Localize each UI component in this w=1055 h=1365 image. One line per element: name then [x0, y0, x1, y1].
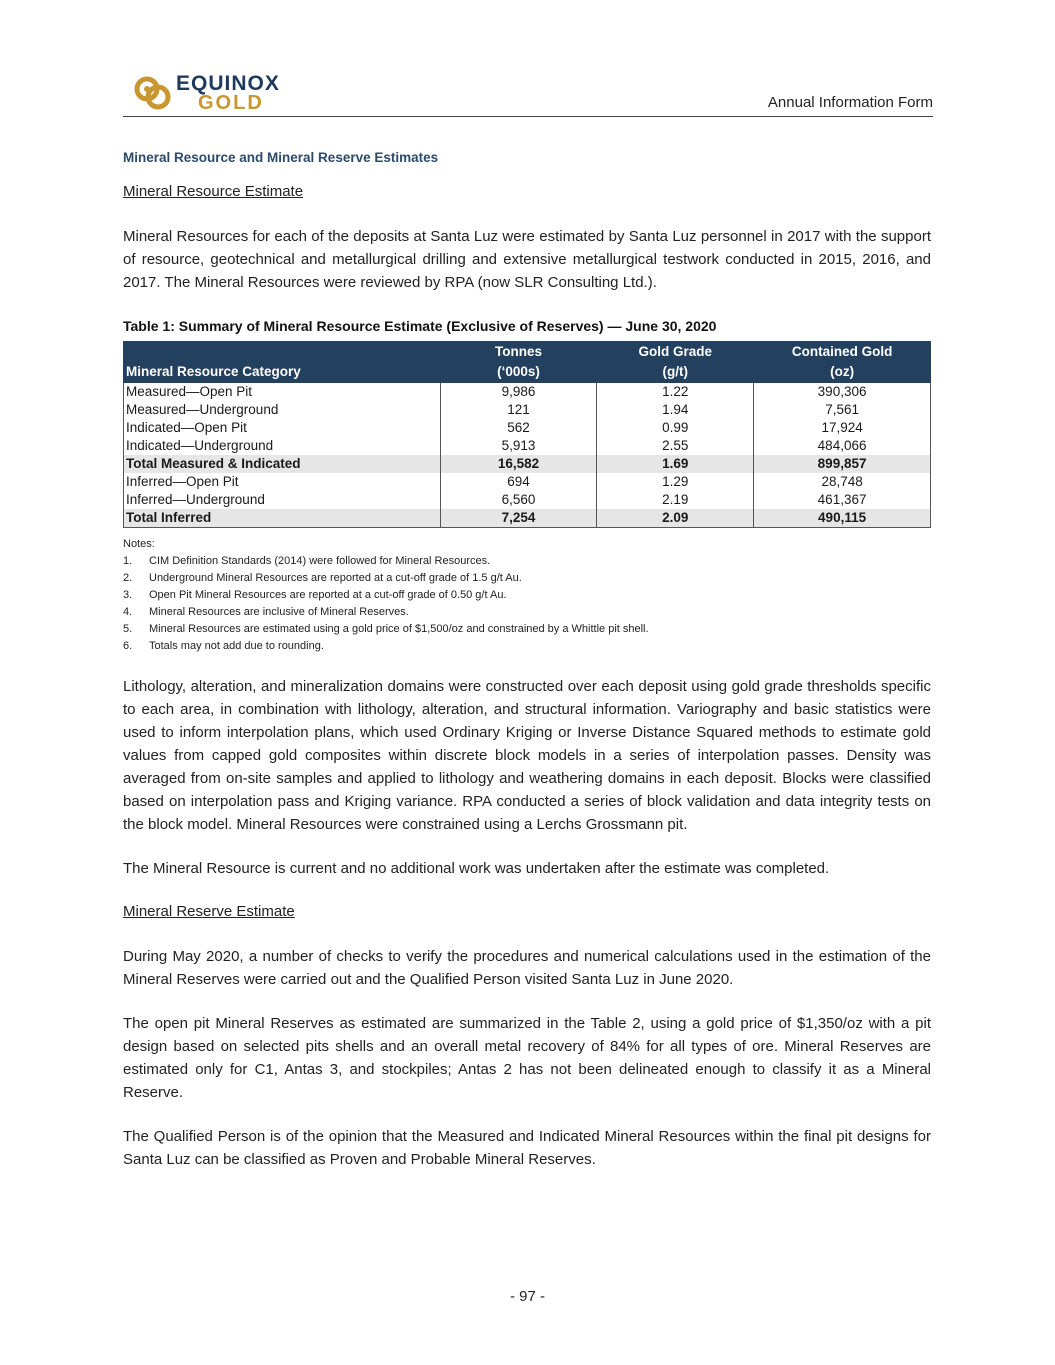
cell-tonnes: 7,254: [440, 509, 597, 528]
note-item: [123, 587, 649, 604]
table-row: [124, 383, 931, 402]
cell-grade: 1.69: [597, 455, 754, 473]
page-header: [123, 70, 933, 117]
cell-tonnes: 121: [440, 401, 597, 419]
header-contained-line2: (oz): [830, 364, 855, 379]
cell-contained: 899,857: [754, 455, 931, 473]
note-number: 4.: [123, 606, 133, 618]
note-number: 3.: [123, 589, 133, 601]
paragraph-reserve-open-pit: The open pit Mineral Reserves as estimated are summarized in the Table 2, using a gold price of $1,350/oz with a pit design based on selected pits shells and an overall metal recovery of 84% for all types of ore. Mineral Reserves are estimated only for C1, Antas 3, and stockpiles; Antas 2 has not been delineated enough to classify it as a Mineral Reserve.: [123, 1015, 931, 1101]
resource-subheading: Mineral Resource Estimate: [123, 183, 304, 200]
notes-label: Notes:: [123, 538, 155, 550]
cell-category: Indicated—Underground: [124, 437, 441, 455]
table-row: [124, 437, 931, 455]
note-number: 6.: [123, 640, 133, 652]
table-row: [124, 401, 931, 419]
document-title: Annual Information Form: [767, 94, 933, 111]
note-number: 1.: [123, 555, 133, 567]
cell-grade: 2.09: [597, 509, 754, 528]
note-text: Mineral Resources are inclusive of Mineral Reserves.: [149, 606, 409, 618]
cell-tonnes: 562: [440, 419, 597, 437]
table-row-total: [124, 455, 931, 473]
table-notes: [123, 536, 649, 655]
cell-contained: 28,748: [754, 473, 931, 491]
header-grade-line1: Gold Grade: [638, 344, 713, 359]
cell-category: Inferred—Open Pit: [124, 473, 441, 491]
paragraph-reserve-checks: During May 2020, a number of checks to verify the procedures and numerical calculations used in the estimation of the Mineral Reserves were carried out and the Qualified Person visited Santa Luz in June 2020.: [123, 948, 931, 988]
resource-table: [123, 341, 931, 528]
reserve-subheading: Mineral Reserve Estimate: [123, 903, 295, 920]
note-number: 2.: [123, 572, 133, 584]
cell-contained: 7,561: [754, 401, 931, 419]
header-tonnes-line1: Tonnes: [494, 344, 542, 359]
note-text: Mineral Resources are estimated using a gold price of $1,500/oz and constrained by a Whittle pit shell.: [149, 623, 649, 635]
note-text: Open Pit Mineral Resources are reported at a cut-off grade of 0.50 g/t Au.: [149, 589, 507, 601]
equinox-gold-logo: [132, 72, 302, 114]
note-text: Totals may not add due to rounding.: [149, 640, 324, 652]
cell-contained: 484,066: [754, 437, 931, 455]
note-item: [123, 621, 649, 638]
cell-contained: 490,115: [754, 509, 931, 528]
cell-tonnes: 5,913: [440, 437, 597, 455]
table-header-row: [124, 342, 931, 383]
header-tonnes-line2: (‘000s): [497, 364, 540, 379]
cell-category: Measured—Underground: [124, 401, 441, 419]
header-tonnes: [440, 342, 597, 383]
table-row: [124, 473, 931, 491]
header-contained-line1: Contained Gold: [791, 344, 893, 359]
cell-tonnes: 16,582: [440, 455, 597, 473]
cell-grade: 0.99: [597, 419, 754, 437]
note-item: [123, 553, 649, 570]
logo-word-equinox: EQUINOX: [176, 72, 280, 95]
table-row: [124, 491, 931, 509]
header-contained: [754, 342, 931, 383]
cell-category: Indicated—Open Pit: [124, 419, 441, 437]
note-number: 5.: [123, 623, 133, 635]
paragraph-current: The Mineral Resource is current and no additional work was undertaken after the estimate was completed.: [123, 860, 830, 877]
paragraph-resource-intro: Mineral Resources for each of the deposits at Santa Luz were estimated by Santa Luz personnel in 2017 with the support of resource, geotechnical and metallurgical drilling and extensive metallurgical testwork conducted in 2015, 2016, and 2017. The Mineral Resources were reviewed by RPA (now SLR Consulting Ltd.).: [123, 228, 931, 291]
cell-tonnes: 694: [440, 473, 597, 491]
header-grade: [597, 342, 754, 383]
cell-grade: 1.22: [597, 383, 754, 402]
cell-category: Total Measured & Indicated: [124, 455, 441, 473]
cell-grade: 1.29: [597, 473, 754, 491]
note-text: Underground Mineral Resources are reported at a cut-off grade of 1.5 g/t Au.: [149, 572, 522, 584]
note-text: CIM Definition Standards (2014) were followed for Mineral Resources.: [149, 555, 491, 567]
cell-category: Measured—Open Pit: [124, 383, 441, 402]
cell-tonnes: 6,560: [440, 491, 597, 509]
header-category: Mineral Resource Category: [124, 342, 441, 383]
cell-grade: 2.55: [597, 437, 754, 455]
logo-word-gold: GOLD: [198, 92, 264, 114]
table-row: [124, 419, 931, 437]
table-title: Table 1: Summary of Mineral Resource Estimate (Exclusive of Reserves) — June 30, 2020: [123, 318, 717, 334]
paragraph-domains: Lithology, alteration, and mineralization domains were constructed over each deposit using gold grade thresholds specific to each area, in combination with lithology, alteration, and structural information. Variography and basic statistics were used to inform interpolation plans, which used Ordinary Kriging or Inverse Distance Squared methods to estimate gold values from capped gold composites within discrete block models in a series of interpolation passes. Density was averaged from on-site samples and applied to lithology and weathering domains in each deposit. Blocks were classified based on interpolation pass and Kriging variance. RPA conducted a series of block validation and data integrity tests on the block model. Mineral Resources were constrained using a Lerchs Grossmann pit.: [123, 678, 931, 833]
note-item: [123, 570, 649, 587]
cell-contained: 17,924: [754, 419, 931, 437]
header-grade-line2: (g/t): [662, 364, 689, 379]
cell-grade: 2.19: [597, 491, 754, 509]
cell-grade: 1.94: [597, 401, 754, 419]
cell-category: Inferred—Underground: [124, 491, 441, 509]
paragraph-qp-opinion: The Qualified Person is of the opinion that the Measured and Indicated Mineral Resources within the final pit designs for Santa Luz can be classified as Proven and Probable Mineral Reserves.: [123, 1128, 931, 1168]
cell-category: Total Inferred: [124, 509, 441, 528]
table-row-total: [124, 509, 931, 528]
cell-contained: 461,367: [754, 491, 931, 509]
cell-contained: 390,306: [754, 383, 931, 402]
note-item: [123, 604, 649, 621]
cell-tonnes: 9,986: [440, 383, 597, 402]
page-number: - 97 -: [509, 1288, 545, 1305]
equinox-logo-icon: [132, 72, 174, 114]
section-heading: Mineral Resource and Mineral Reserve Estimates: [123, 150, 439, 165]
note-item: [123, 638, 649, 655]
